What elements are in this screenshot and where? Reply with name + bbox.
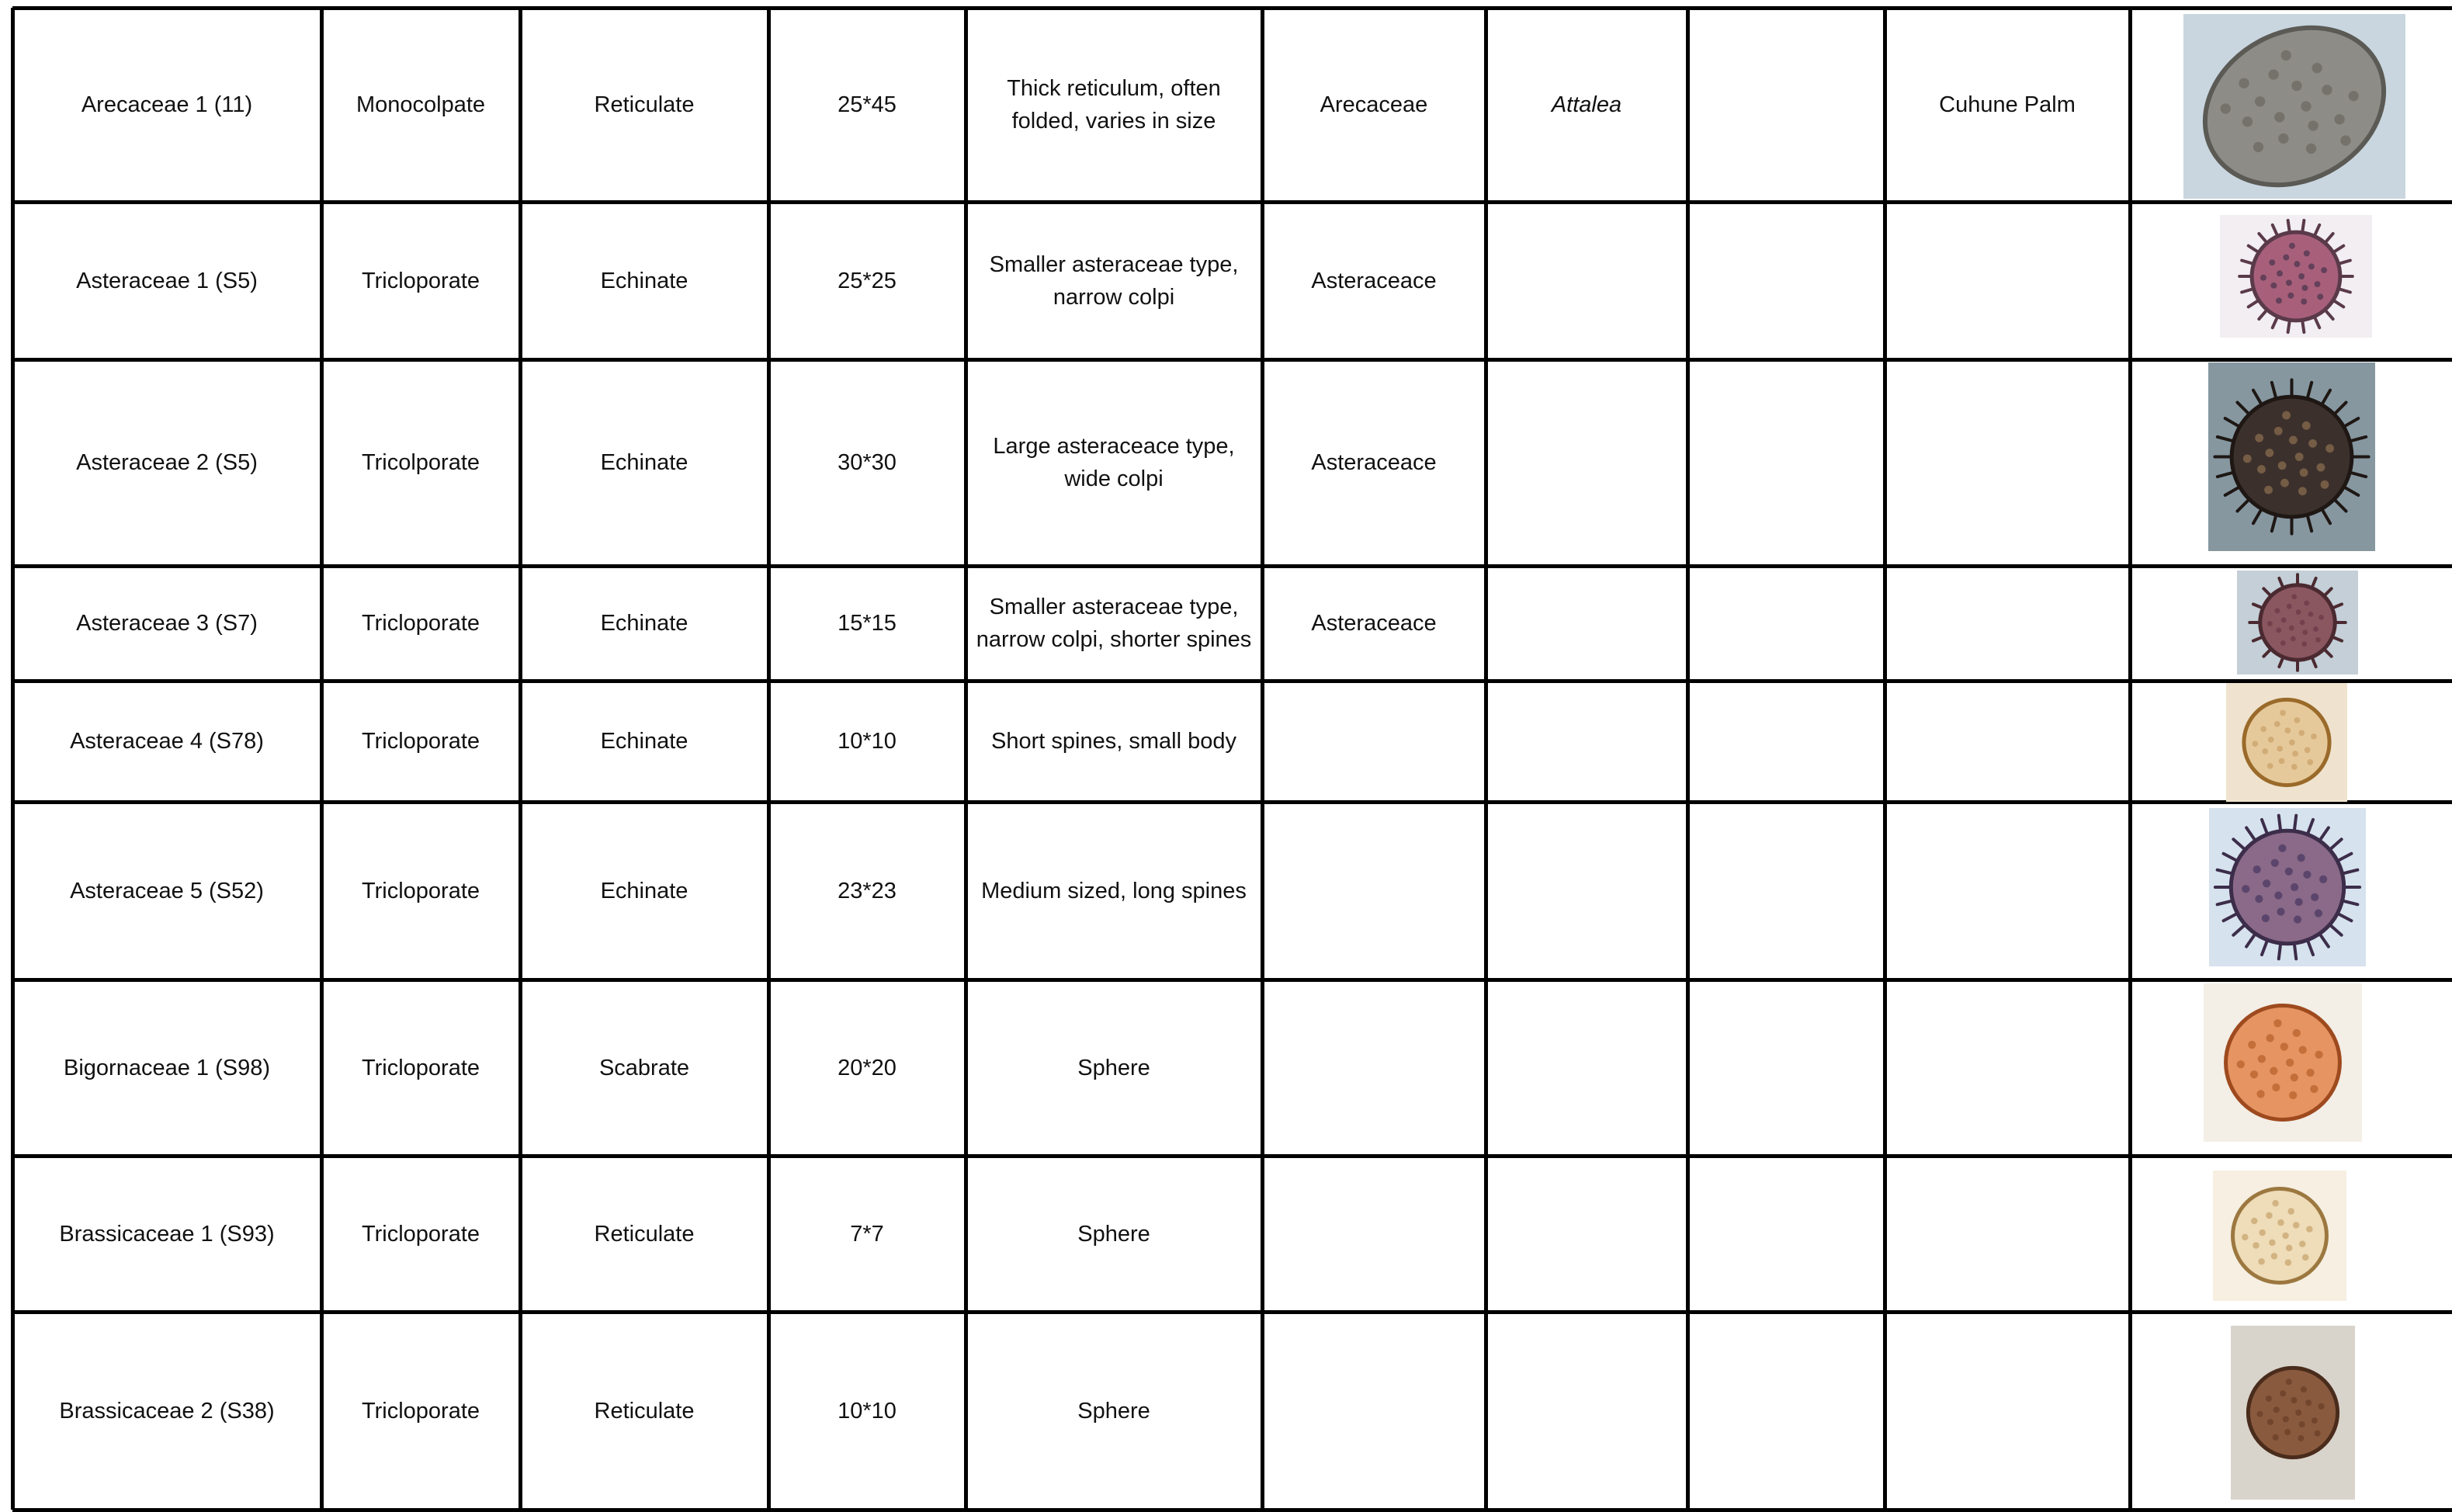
cell-size: 25*45 — [838, 92, 897, 117]
cell-family: Arecaceae — [1320, 92, 1428, 117]
cell-species — [1690, 362, 1882, 564]
cell-size: 10*10 — [838, 729, 897, 754]
cell-aperture: Tricloporate — [361, 1055, 480, 1080]
cell-name: Brassicaceae 1 (S93) — [59, 1221, 275, 1247]
cell-ornamentation: Echinate — [600, 611, 688, 636]
cell-family — [1264, 1314, 1483, 1507]
cell-description: Large asteraceace type, wide colpi — [993, 434, 1235, 491]
cell-aperture: Tricloporate — [361, 729, 480, 754]
cell-family — [1264, 683, 1483, 799]
pollen-grain-photo — [2213, 1170, 2346, 1301]
cell-name: Asteraceae 5 (S52) — [70, 878, 264, 903]
cell-common-name — [1887, 568, 2128, 678]
cell-species — [1690, 804, 1882, 977]
cell-size: 7*7 — [850, 1221, 884, 1247]
cell-family: Asteraceace — [1311, 611, 1437, 636]
cell-common-name — [1887, 683, 2128, 799]
cell-name: Brassicaceae 2 (S38) — [59, 1398, 275, 1424]
cell-ornamentation: Echinate — [600, 450, 688, 475]
pollen-grain-photo — [2237, 570, 2358, 675]
cell-name: Asteraceae 2 (S5) — [76, 450, 258, 475]
cell-description: Medium sized, long spines — [981, 878, 1247, 903]
pollen-grain-photo — [2231, 1326, 2355, 1500]
cell-description: Sphere — [1077, 1055, 1150, 1080]
cell-size: 23*23 — [838, 878, 897, 903]
cell-name: Asteraceae 1 (S5) — [76, 268, 258, 293]
cell-genus — [1488, 1314, 1685, 1507]
pollen-grain-photo — [2183, 14, 2405, 199]
cell-size: 30*30 — [838, 450, 897, 475]
cell-aperture: Tricloporate — [361, 1221, 480, 1247]
cell-species — [1690, 568, 1882, 678]
cell-family — [1264, 804, 1483, 977]
row-divider — [12, 1508, 2452, 1512]
cell-species — [1690, 1158, 1882, 1309]
cell-family — [1264, 982, 1483, 1153]
cell-ornamentation: Echinate — [600, 268, 688, 293]
cell-family — [1264, 1158, 1483, 1309]
cell-genus: Attalea — [1551, 92, 1622, 117]
cell-ornamentation: Scabrate — [598, 1055, 690, 1080]
cell-species — [1690, 10, 1882, 199]
cell-description: Smaller asteraceae type, narrow colpi, shorter spines — [976, 595, 1252, 652]
cell-description: Sphere — [1077, 1398, 1150, 1424]
cell-ornamentation: Reticulate — [594, 92, 695, 117]
cell-common-name: Cuhune Palm — [1939, 92, 2076, 117]
pollen-grain-photo — [2204, 983, 2362, 1142]
cell-species — [1690, 982, 1882, 1153]
cell-description: Smaller asteraceae type, narrow colpi — [989, 251, 1239, 310]
cell-aperture: Tricloporate — [361, 878, 480, 903]
cell-description: Sphere — [1077, 1221, 1150, 1247]
cell-size: 10*10 — [838, 1398, 897, 1424]
cell-name: Asteraceae 4 (S78) — [70, 729, 264, 754]
cell-species — [1690, 683, 1882, 799]
cell-ornamentation: Echinate — [600, 729, 688, 754]
pollen-grain-photo — [2209, 808, 2366, 966]
cell-size: 15*15 — [838, 611, 897, 636]
pollen-grain-photo — [2226, 683, 2347, 802]
cell-genus — [1488, 982, 1685, 1153]
cell-genus — [1488, 204, 1685, 357]
pollen-grain-photo — [2220, 215, 2372, 338]
cell-ornamentation: Reticulate — [594, 1221, 695, 1247]
cell-name: Bigornaceae 1 (S98) — [64, 1055, 270, 1080]
cell-aperture: Tricloporate — [361, 611, 480, 636]
cell-name: Asteraceae 3 (S7) — [76, 611, 258, 636]
cell-common-name — [1887, 982, 2128, 1153]
cell-description: Short spines, small body — [991, 729, 1236, 754]
cell-aperture: Tricloporate — [361, 1398, 480, 1424]
cell-ornamentation: Echinate — [600, 878, 688, 903]
cell-family: Asteraceace — [1311, 268, 1437, 293]
cell-genus — [1488, 568, 1685, 678]
cell-common-name — [1887, 804, 2128, 977]
cell-ornamentation: Reticulate — [594, 1398, 695, 1424]
cell-aperture: Tricloporate — [361, 268, 480, 293]
cell-species — [1690, 204, 1882, 357]
column-divider — [2128, 8, 2132, 1510]
cell-aperture: Tricolporate — [361, 450, 480, 475]
cell-genus — [1488, 804, 1685, 977]
cell-common-name — [1887, 1314, 2128, 1507]
cell-common-name — [1887, 1158, 2128, 1309]
cell-genus — [1488, 1158, 1685, 1309]
cell-family: Asteraceace — [1311, 450, 1437, 475]
cell-size: 25*25 — [838, 268, 897, 293]
cell-size: 20*20 — [838, 1055, 897, 1080]
pollen-grain-photo — [2208, 362, 2375, 551]
cell-name: Arecaceae 1 (11) — [81, 92, 253, 117]
cell-description: Thick reticulum, often folded, varies in size — [1007, 76, 1221, 134]
cell-genus — [1488, 362, 1685, 564]
cell-common-name — [1887, 362, 2128, 564]
cell-genus — [1488, 683, 1685, 799]
cell-aperture: Monocolpate — [355, 92, 486, 117]
cell-species — [1690, 1314, 1882, 1507]
cell-common-name — [1887, 204, 2128, 357]
